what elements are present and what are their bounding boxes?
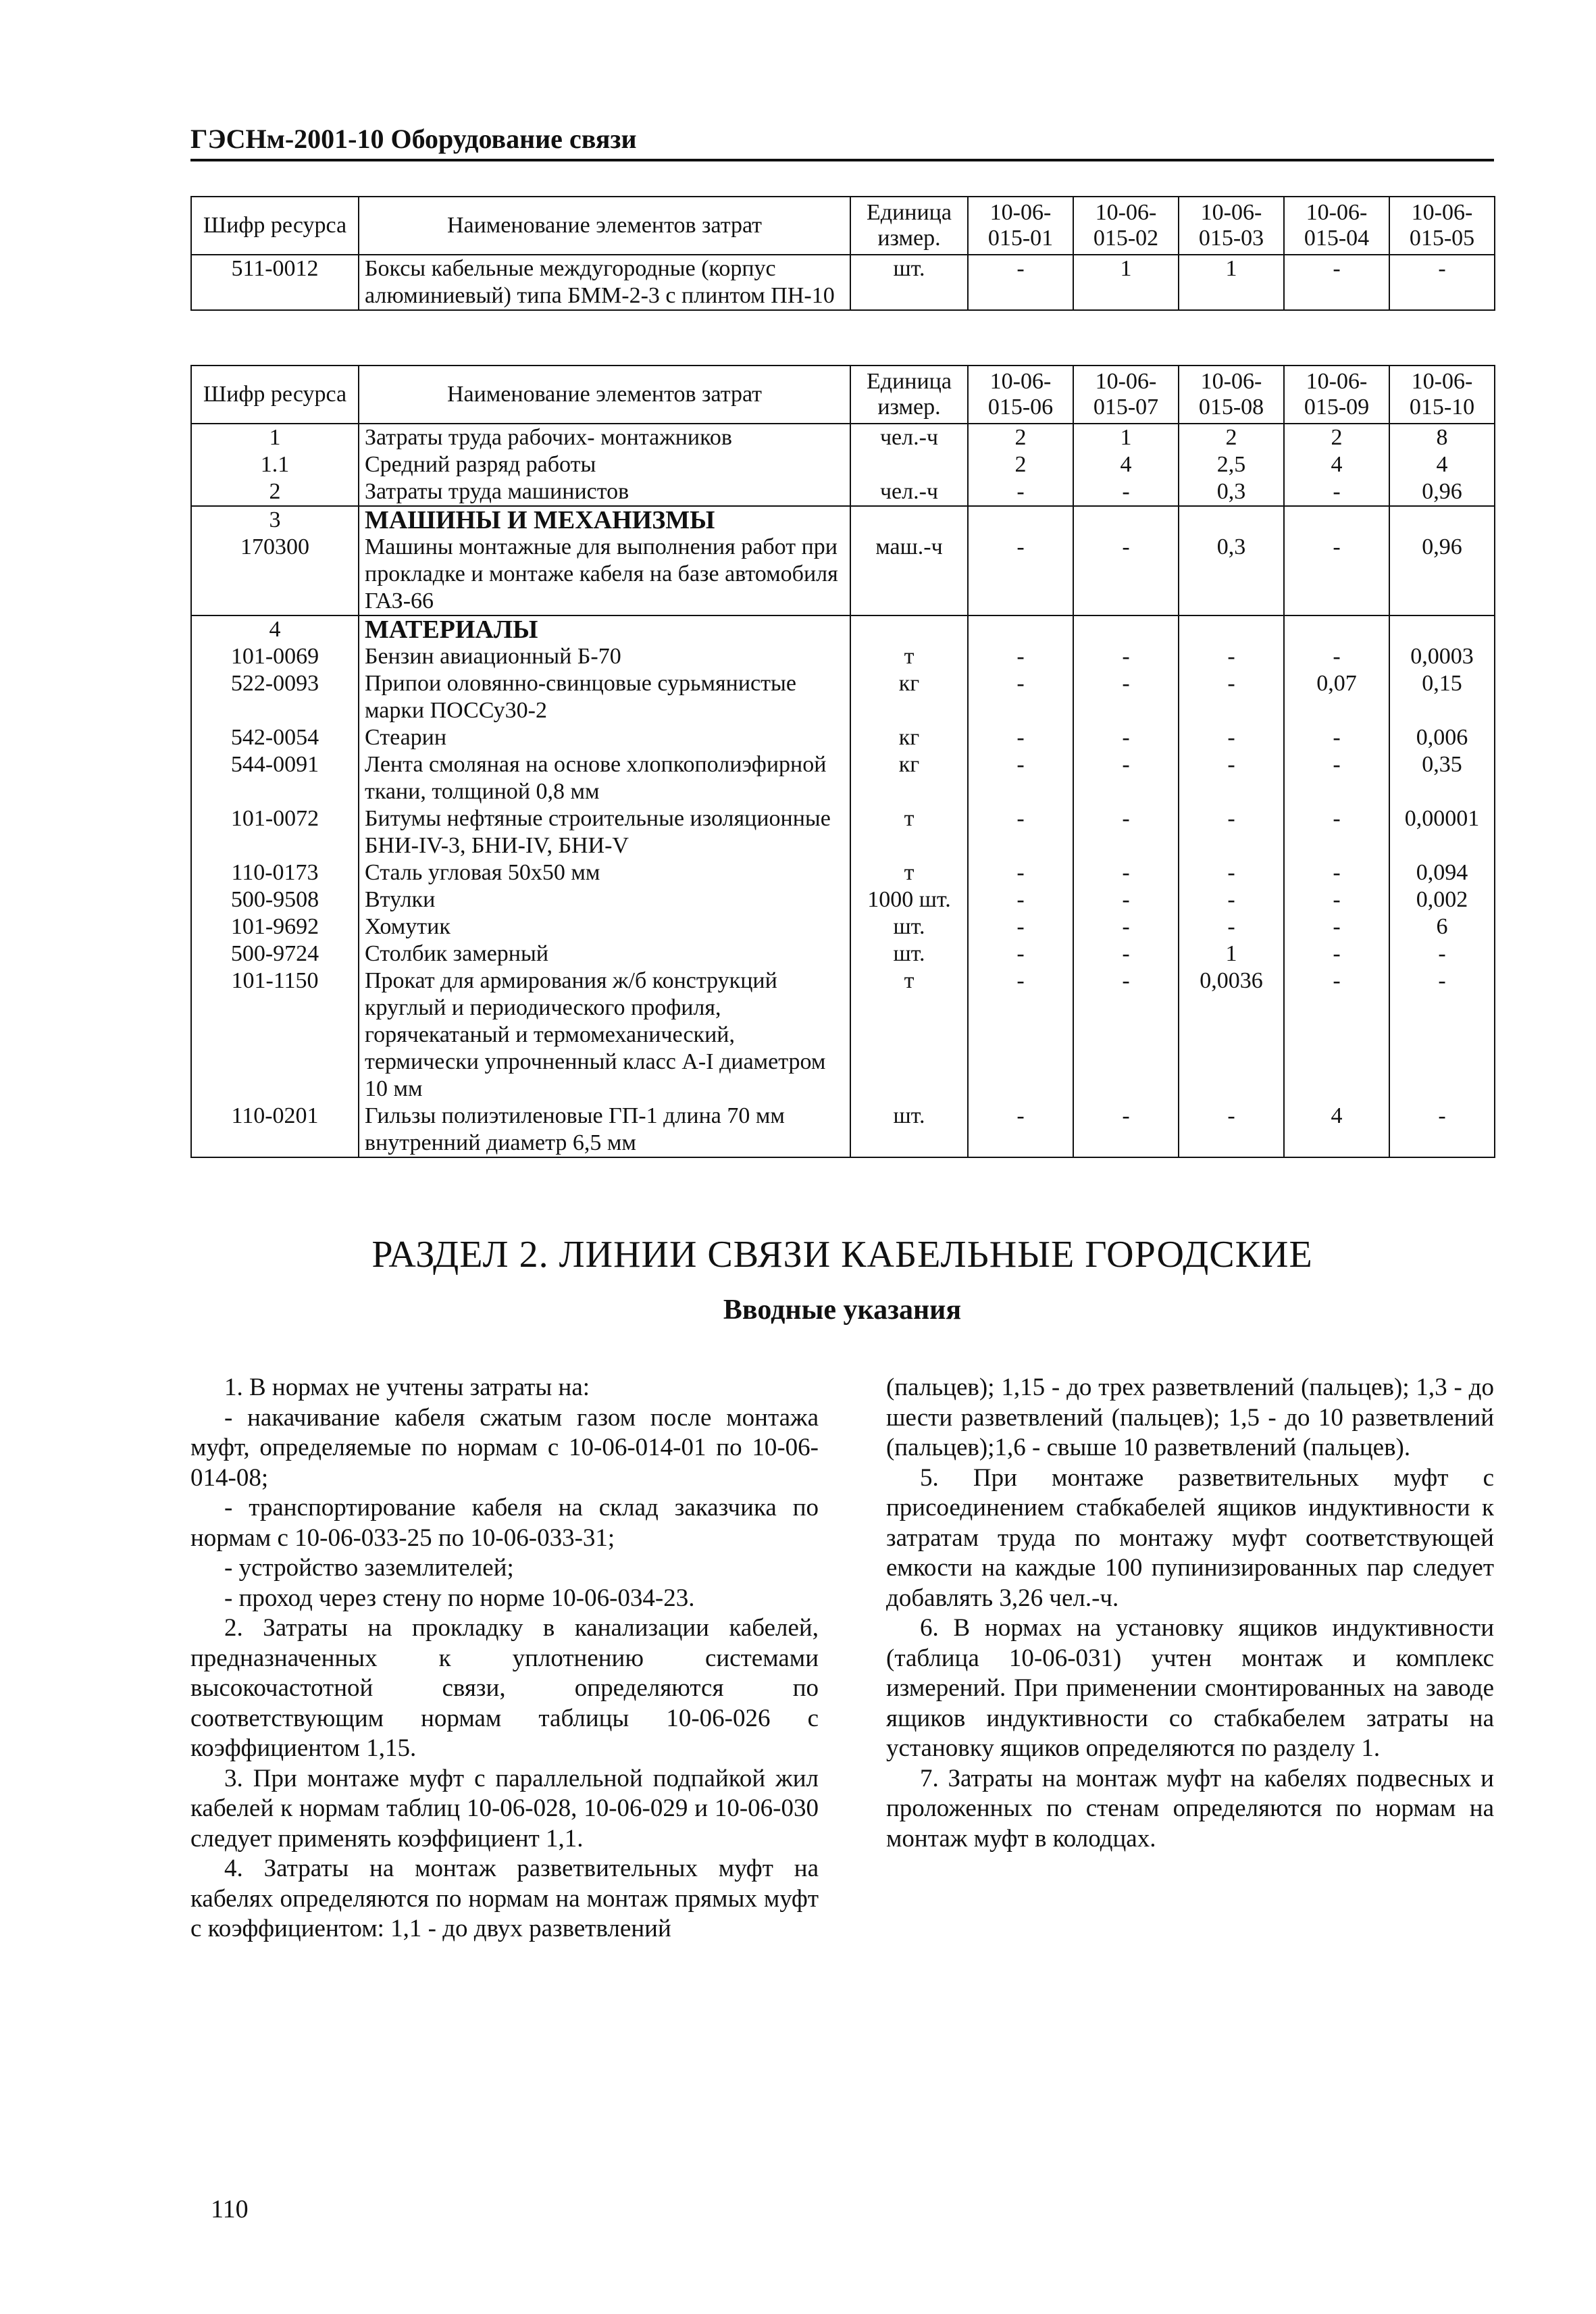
cell-value: - <box>1284 886 1389 913</box>
table-row <box>191 751 1495 805</box>
cell-value: - <box>968 478 1073 506</box>
cell-value: 0,3 <box>1179 534 1284 615</box>
cell-value: 4 <box>1284 1103 1389 1157</box>
cell-value: - <box>1179 724 1284 751</box>
cell-value <box>1073 615 1179 643</box>
cell-value <box>968 506 1073 534</box>
table-header-row <box>191 366 1495 424</box>
cell-value: - <box>968 670 1073 724</box>
cell-value: - <box>1284 967 1389 1103</box>
table-row <box>191 451 1495 478</box>
cell-value: 0,00001 <box>1389 805 1495 859</box>
cell-name: Машины монтажные для выполнения работ при прокладке и монтаже кабеля на базе автомобиля ГАЗ-66 <box>359 534 850 615</box>
cell-unit: шт. <box>850 255 968 310</box>
cell-value: 0,15 <box>1389 670 1495 724</box>
cell-value: - <box>1179 670 1284 724</box>
cell-value <box>1179 615 1284 643</box>
cell-name: МАШИНЫ И МЕХАНИЗМЫ <box>359 506 850 534</box>
col-header-unit: Единица измер. <box>850 366 968 424</box>
col-header-norm: 10-06- 015-10 <box>1389 366 1495 424</box>
cell-name: Гильзы полиэтиленовые ГП-1 длина 70 мм внутренний диаметр 6,5 мм <box>359 1103 850 1157</box>
col-header-norm: 10-06- 015-09 <box>1284 366 1389 424</box>
cell-value: 0,094 <box>1389 859 1495 886</box>
cell-name: Прокат для армирования ж/б конструкций круглый и периодического профиля, горячекатаный и термомеханический, термически упрочненный класс А-I диаметром 10 мм <box>359 967 850 1103</box>
cell-unit: т <box>850 967 968 1103</box>
section-subtitle: Вводные указания <box>723 1294 962 1326</box>
table-row <box>191 670 1495 724</box>
cell-unit: кг <box>850 724 968 751</box>
cell-name: Хомутик <box>359 913 850 940</box>
table-row <box>191 255 1495 310</box>
cell-code: 170300 <box>191 534 359 615</box>
cell-value: 1 <box>1073 424 1179 451</box>
cell-name: Припои оловянно-свинцовые сурьмянистые марки ПОССу30-2 <box>359 670 850 724</box>
paragraph: (пальцев); 1,15 - до трех разветвлений (пальцев); 1,3 - до шести разветвлений (пальцев); 1,5 - до 10 разветвлений (пальцев);1,6 - свыше 10 разветвлений (пальцев). <box>886 1374 1494 1461</box>
col-header-code: Шифр ресурса <box>191 197 359 255</box>
cell-value: - <box>1073 859 1179 886</box>
cell-value: 0,006 <box>1389 724 1495 751</box>
cell-value: - <box>1073 805 1179 859</box>
cell-value: - <box>1389 940 1495 967</box>
cell-value: - <box>968 255 1073 310</box>
table-row <box>191 859 1495 886</box>
cell-value: - <box>1284 643 1389 670</box>
cell-value: 6 <box>1389 913 1495 940</box>
col-header-norm: 10-06- 015-08 <box>1179 366 1284 424</box>
cell-value: - <box>1284 913 1389 940</box>
cell-unit: т <box>850 643 968 670</box>
cell-value: - <box>1179 805 1284 859</box>
cell-value: - <box>1179 886 1284 913</box>
cell-name: Битумы нефтяные строительные изоляционные БНИ-IV-3, БНИ-IV, БНИ-V <box>359 805 850 859</box>
cell-value: - <box>1389 255 1495 310</box>
cell-value: - <box>1073 670 1179 724</box>
cell-value: 0,96 <box>1389 534 1495 615</box>
paragraph: - накачивание кабеля сжатым газом после монтажа муфт, определяемые по нормам с 10-06-014-01 по 10-06-014-08; <box>190 1403 819 1492</box>
cell-value: 0,3 <box>1179 478 1284 506</box>
cell-code: 511-0012 <box>191 255 359 310</box>
col-header-norm: 10-06- 015-02 <box>1073 197 1179 255</box>
cell-value: 0,07 <box>1284 670 1389 724</box>
col-header-code: Шифр ресурса <box>191 366 359 424</box>
table-row <box>191 724 1495 751</box>
table-row <box>191 805 1495 859</box>
cell-name: Столбик замерный <box>359 940 850 967</box>
cell-name: Боксы кабельные междугородные (корпус алюминиевый) типа БММ-2-3 с плинтом ПН-10 <box>359 255 850 310</box>
table-row <box>191 534 1495 615</box>
cell-value <box>968 615 1073 643</box>
cell-value: - <box>1284 255 1389 310</box>
cell-value: 1 <box>1179 940 1284 967</box>
cell-name: Затраты труда рабочих- монтажников <box>359 424 850 451</box>
cell-value: - <box>1073 724 1179 751</box>
cell-name: Втулки <box>359 886 850 913</box>
cell-value: - <box>968 1103 1073 1157</box>
paragraph: 2. Затраты на прокладку в канализации кабелей, предназначенных к уплотнению системами высокочастотной связи, определяются по соответствующим нормам таблицы 10-06-026 с коэффициентом 1,15. <box>190 1614 819 1762</box>
cell-code: 1 <box>191 424 359 451</box>
cell-value: 0,96 <box>1389 478 1495 506</box>
cell-code: 101-0072 <box>191 805 359 859</box>
paragraph: - транспортирование кабеля на склад заказчика по нормам с 10-06-033-25 по 10-06-033-31; <box>190 1494 819 1552</box>
cell-unit: 1000 шт. <box>850 886 968 913</box>
cell-value: - <box>1284 724 1389 751</box>
cell-unit <box>850 615 968 643</box>
cell-code: 500-9508 <box>191 886 359 913</box>
cell-code: 101-0069 <box>191 643 359 670</box>
cell-unit: чел.-ч <box>850 424 968 451</box>
cell-value: - <box>968 534 1073 615</box>
cell-value: 4 <box>1389 451 1495 478</box>
cell-code: 544-0091 <box>191 751 359 805</box>
cell-name: МАТЕРИАЛЫ <box>359 615 850 643</box>
cell-value: - <box>1284 859 1389 886</box>
cell-value: 2 <box>1179 424 1284 451</box>
cell-name: Средний разряд работы <box>359 451 850 478</box>
cell-unit <box>850 506 968 534</box>
cell-value: - <box>968 967 1073 1103</box>
col-header-norm: 10-06- 015-06 <box>968 366 1073 424</box>
cell-value <box>1179 506 1284 534</box>
cell-value <box>1284 615 1389 643</box>
col-header-norm: 10-06- 015-07 <box>1073 366 1179 424</box>
paragraph: 7. Затраты на монтаж муфт на кабелях подвесных и проложенных по стенам определяются по нормам на монтаж муфт в колодцах. <box>886 1764 1494 1853</box>
cell-code: 500-9724 <box>191 940 359 967</box>
cell-value: - <box>1073 940 1179 967</box>
cell-value: - <box>1073 478 1179 506</box>
cell-value: - <box>968 643 1073 670</box>
paragraph: 6. В нормах на установку ящиков индуктивности (таблица 10-06-031) учтен монтаж и комплекс измерений. При применении смонтированных на заводе ящиков индуктивности со стабкабелем затраты на установку ящиков определяются по разделу 1. <box>886 1614 1494 1762</box>
col-header-name: Наименование элементов затрат <box>359 366 850 424</box>
cell-unit <box>850 451 968 478</box>
cell-value: - <box>1284 805 1389 859</box>
cell-code: 3 <box>191 506 359 534</box>
cell-value: - <box>968 805 1073 859</box>
cell-value: 0,002 <box>1389 886 1495 913</box>
table-row <box>191 506 1495 534</box>
cell-code: 110-0173 <box>191 859 359 886</box>
cell-unit: шт. <box>850 913 968 940</box>
paragraph: 4. Затраты на монтаж разветвительных муфт на кабелях определяются по нормам на монтаж прямых муфт с коэффициентом: 1,1 - до двух разветвлений <box>190 1855 819 1942</box>
cell-value: 2 <box>1284 424 1389 451</box>
cell-value: - <box>968 724 1073 751</box>
paragraph: - проход через стену по норме 10-06-034-23. <box>224 1584 695 1612</box>
table-header-row <box>191 197 1495 255</box>
table-row <box>191 967 1495 1103</box>
cell-value <box>1073 506 1179 534</box>
cell-unit: кг <box>850 670 968 724</box>
resource-table-2 <box>190 365 1495 1158</box>
paragraph: 5. При монтаже разветвительных муфт с присоединением стабкабелей ящиков индуктивности к затратам труда по монтажу муфт соответствующей емкости на каждые 100 пупинизированных пар следует добавлять 3,26 чел.-ч. <box>886 1463 1494 1612</box>
page-number: 110 <box>211 2195 249 2223</box>
cell-value: 0,0036 <box>1179 967 1284 1103</box>
cell-value: - <box>968 751 1073 805</box>
cell-code: 101-9692 <box>191 913 359 940</box>
table-row <box>191 940 1495 967</box>
cell-code: 2 <box>191 478 359 506</box>
cell-value: - <box>1179 643 1284 670</box>
col-header-unit: Единица измер. <box>850 197 968 255</box>
cell-value: 8 <box>1389 424 1495 451</box>
paragraph: 1. В нормах не учтены затраты на: <box>224 1374 590 1401</box>
cell-value: - <box>1073 751 1179 805</box>
cell-value <box>1284 506 1389 534</box>
cell-name: Лента смоляная на основе хлопкополиэфирной ткани, толщиной 0,8 мм <box>359 751 850 805</box>
cell-code: 522-0093 <box>191 670 359 724</box>
cell-value: - <box>1389 1103 1495 1157</box>
cell-code: 542-0054 <box>191 724 359 751</box>
cell-value: - <box>968 886 1073 913</box>
cell-value: - <box>1073 913 1179 940</box>
paragraph: 3. При монтаже муфт с параллельной подпайкой жил кабелей к нормам таблиц 10-06-028, 10-06-029 и 10-06-030 следует применять коэффициент 1,1. <box>190 1764 819 1853</box>
table-row <box>191 478 1495 506</box>
table-row <box>191 424 1495 451</box>
cell-value: - <box>1389 967 1495 1103</box>
cell-value: - <box>1179 751 1284 805</box>
cell-unit: маш.-ч <box>850 534 968 615</box>
cell-value: - <box>1284 534 1389 615</box>
body-column-left <box>190 1373 819 1944</box>
section-title: РАЗДЕЛ 2. ЛИНИИ СВЯЗИ КАБЕЛЬНЫЕ ГОРОДСКИЕ <box>371 1234 1313 1276</box>
paragraph: - устройство заземлителей; <box>224 1554 514 1582</box>
cell-value: - <box>1073 967 1179 1103</box>
cell-value: 2 <box>968 451 1073 478</box>
table-row <box>191 615 1495 643</box>
table-row <box>191 913 1495 940</box>
resource-table-1 <box>190 196 1495 311</box>
cell-unit: т <box>850 859 968 886</box>
cell-unit: шт. <box>850 940 968 967</box>
cell-name: Сталь угловая 50х50 мм <box>359 859 850 886</box>
cell-name: Бензин авиационный Б-70 <box>359 643 850 670</box>
cell-value: 1 <box>1179 255 1284 310</box>
cell-value: 4 <box>1284 451 1389 478</box>
cell-value: - <box>968 940 1073 967</box>
cell-value: - <box>1284 751 1389 805</box>
table-row <box>191 886 1495 913</box>
cell-value: 4 <box>1073 451 1179 478</box>
cell-value: 0,35 <box>1389 751 1495 805</box>
cell-value: 0,0003 <box>1389 643 1495 670</box>
col-header-norm: 10-06- 015-03 <box>1179 197 1284 255</box>
cell-value: 1 <box>1073 255 1179 310</box>
cell-unit: шт. <box>850 1103 968 1157</box>
col-header-norm: 10-06- 015-05 <box>1389 197 1495 255</box>
cell-value: - <box>1179 1103 1284 1157</box>
cell-code: 101-1150 <box>191 967 359 1103</box>
cell-value <box>1389 615 1495 643</box>
cell-value: - <box>1073 886 1179 913</box>
cell-value <box>1389 506 1495 534</box>
cell-value: - <box>1284 478 1389 506</box>
cell-name: Стеарин <box>359 724 850 751</box>
cell-value: - <box>968 913 1073 940</box>
cell-name: Затраты труда машинистов <box>359 478 850 506</box>
cell-code: 110-0201 <box>191 1103 359 1157</box>
body-column-right <box>886 1373 1494 1854</box>
cell-unit: чел.-ч <box>850 478 968 506</box>
col-header-name: Наименование элементов затрат <box>359 197 850 255</box>
cell-value: - <box>1073 643 1179 670</box>
cell-value: - <box>968 859 1073 886</box>
cell-code: 4 <box>191 615 359 643</box>
col-header-norm: 10-06- 015-04 <box>1284 197 1389 255</box>
cell-unit: т <box>850 805 968 859</box>
cell-value: - <box>1073 534 1179 615</box>
cell-value: - <box>1073 1103 1179 1157</box>
table-row <box>191 643 1495 670</box>
cell-value: 2 <box>968 424 1073 451</box>
cell-value: 2,5 <box>1179 451 1284 478</box>
running-header: ГЭСНм-2001-10 Оборудование связи <box>190 123 1494 161</box>
cell-code: 1.1 <box>191 451 359 478</box>
table-row <box>191 1103 1495 1157</box>
col-header-norm: 10-06- 015-01 <box>968 197 1073 255</box>
cell-value: - <box>1284 940 1389 967</box>
cell-value: - <box>1179 913 1284 940</box>
cell-value: - <box>1179 859 1284 886</box>
cell-unit: кг <box>850 751 968 805</box>
